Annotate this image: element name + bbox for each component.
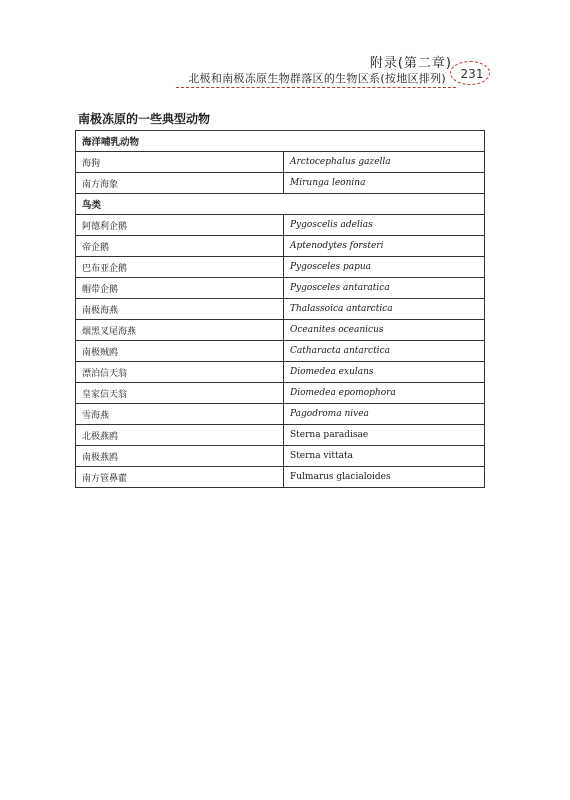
table-row <box>76 446 485 467</box>
species-table-body <box>76 131 485 488</box>
header-divider <box>176 87 456 88</box>
table-row <box>76 257 485 278</box>
table-category-row <box>76 131 485 152</box>
table-row <box>76 236 485 257</box>
chinese-name-cell: 北极燕鸥 <box>76 425 284 446</box>
page-header <box>0 0 570 100</box>
chinese-name-cell: 巴布亚企鹅 <box>76 257 284 278</box>
section-title: 南极冻原的一些典型动物 <box>78 112 211 126</box>
scientific-name-cell: Fulmarus glacialoides <box>284 467 485 488</box>
scientific-name-cell: Mirunga leonina <box>284 173 485 194</box>
chinese-name-cell: 阿德利企鹅 <box>76 215 284 236</box>
page-number: 231 <box>454 63 490 85</box>
table-row <box>76 278 485 299</box>
category-label: 鸟类 <box>76 194 485 215</box>
chapter-label: 附录(第二章) <box>369 56 452 71</box>
chinese-name-cell: 烟黑叉尾海燕 <box>76 320 284 341</box>
scientific-name-cell: Pagodroma nivea <box>284 404 485 425</box>
table-row <box>76 215 485 236</box>
chinese-name-cell: 皇家信天翁 <box>76 383 284 404</box>
species-table <box>75 130 485 488</box>
scientific-name-cell: Arctocephalus gazella <box>284 152 485 173</box>
chinese-name-cell: 帝企鹅 <box>76 236 284 257</box>
category-label: 海洋哺乳动物 <box>76 131 485 152</box>
scientific-name-cell: Sterna paradisae <box>284 425 485 446</box>
chinese-name-cell: 漂泊信天翁 <box>76 362 284 383</box>
chinese-name-cell: 南极贼鸥 <box>76 341 284 362</box>
table-row <box>76 404 485 425</box>
header-subtitle: 北极和南极冻原生物群落区的生物区系(按地区排列) <box>188 72 446 85</box>
scientific-name-cell: Thalassoica antarctica <box>284 299 485 320</box>
table-row <box>76 425 485 446</box>
table-row <box>76 362 485 383</box>
scientific-name-cell: Catharacta antarctica <box>284 341 485 362</box>
chinese-name-cell: 南方管鼻藿 <box>76 467 284 488</box>
chinese-name-cell: 南极燕鸥 <box>76 446 284 467</box>
chinese-name-cell: 海狗 <box>76 152 284 173</box>
scientific-name-cell: Pygoscelis adelias <box>284 215 485 236</box>
table-row <box>76 173 485 194</box>
table-row <box>76 341 485 362</box>
table-row <box>76 383 485 404</box>
scientific-name-cell: Oceanites oceanicus <box>284 320 485 341</box>
chinese-name-cell: 雪海燕 <box>76 404 284 425</box>
table-row <box>76 320 485 341</box>
chinese-name-cell: 南方海象 <box>76 173 284 194</box>
chinese-name-cell: 帽带企鹅 <box>76 278 284 299</box>
chinese-name-cell: 南极海燕 <box>76 299 284 320</box>
scientific-name-cell: Pygosceles papua <box>284 257 485 278</box>
scientific-name-cell: Diomedea epomophora <box>284 383 485 404</box>
scientific-name-cell: Diomedea exulans <box>284 362 485 383</box>
scientific-name-cell: Sterna vittata <box>284 446 485 467</box>
scientific-name-cell: Aptenodytes forsteri <box>284 236 485 257</box>
table-row <box>76 152 485 173</box>
scientific-name-cell: Pygosceles antaratica <box>284 278 485 299</box>
table-row <box>76 467 485 488</box>
table-row <box>76 299 485 320</box>
table-category-row <box>76 194 485 215</box>
